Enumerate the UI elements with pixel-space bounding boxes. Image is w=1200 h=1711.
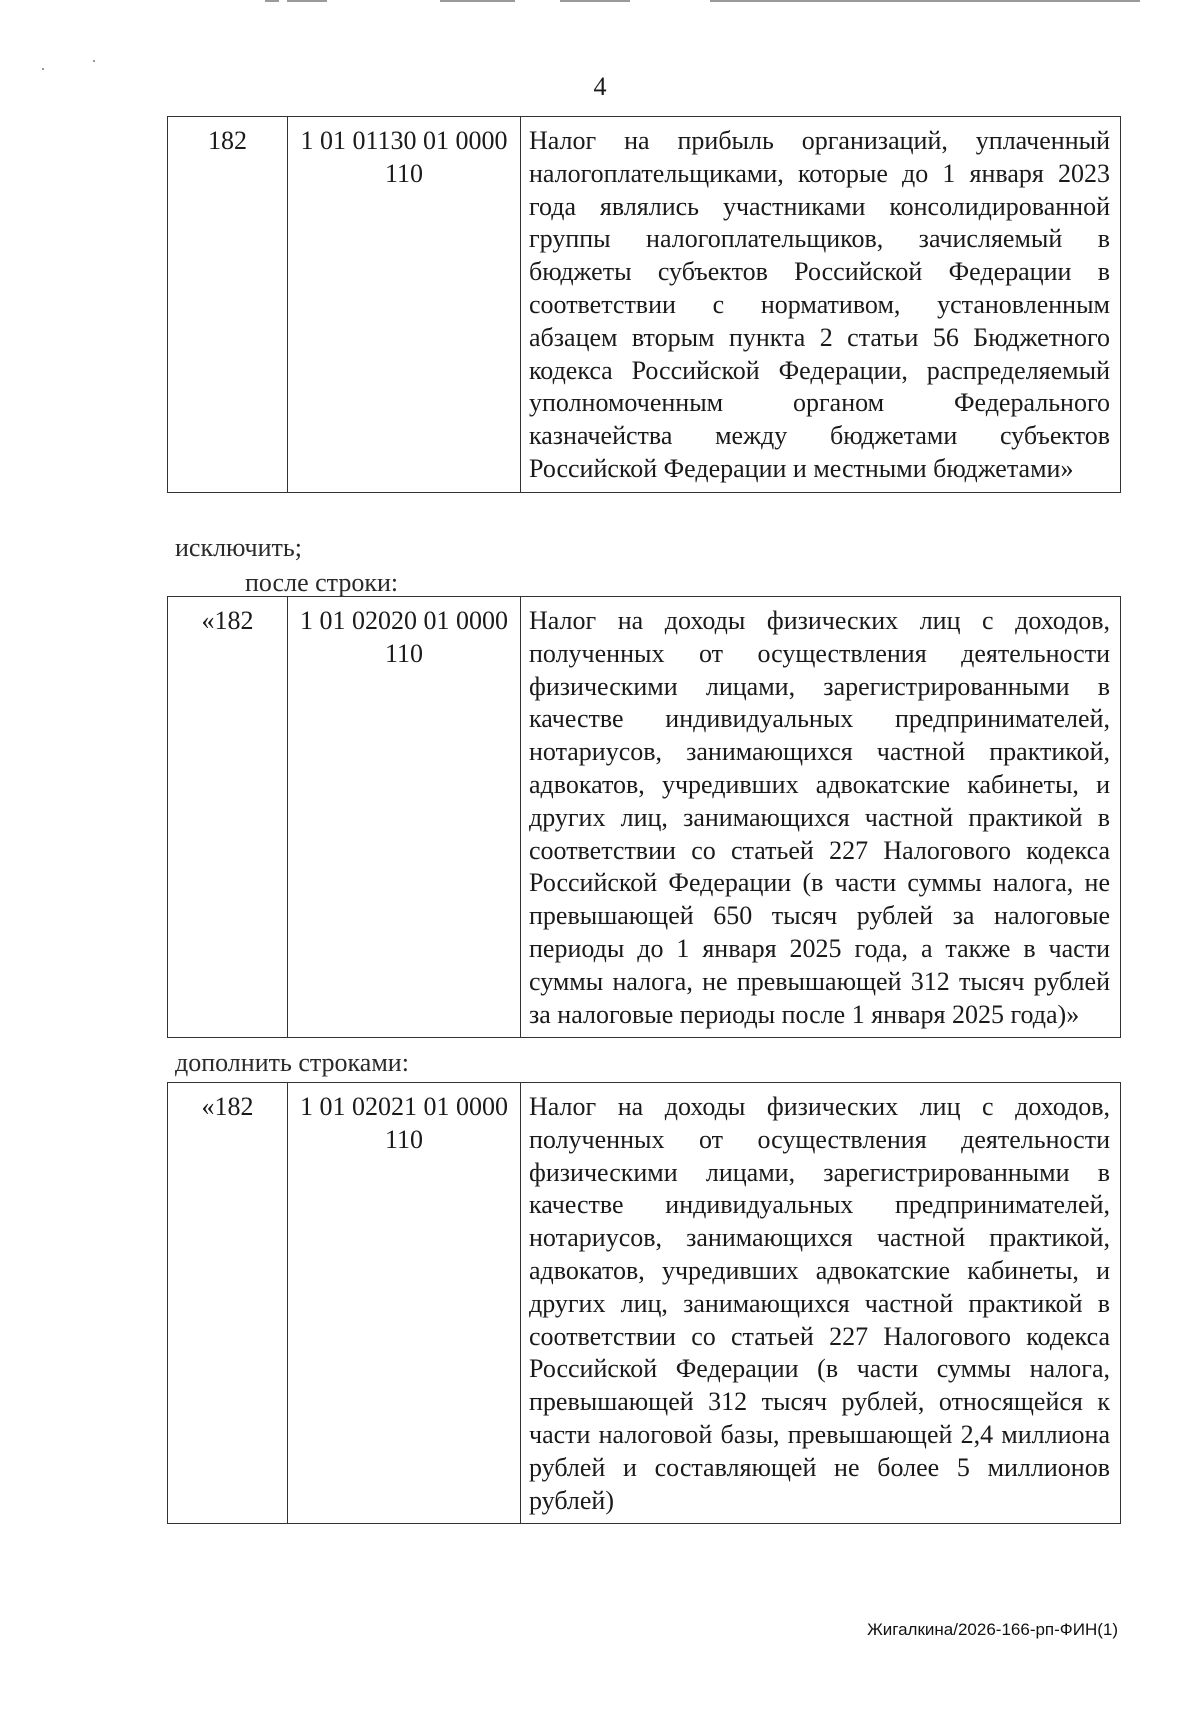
admin-code-cell: 182 bbox=[168, 117, 288, 493]
description-cell: Налог на доходы физических лиц с доходов, полученных от осуществления деятельности физическими лицами, зарегистрированными в качестве индивидуальных предпринимателей, нотариусов, занимающихся частной практикой, адвокатов, учредивших адвокатские кабинеты, и других лиц, занимающихся частной практикой в соответствии со статьей 227 Налогового кодекса Российской Федерации (в части суммы налога, превышающей 312 тысяч рублей, относящейся к части налоговой базы, превышающей 2,4 миллиона рублей и составляющей не более 5 миллионов рублей) bbox=[521, 1083, 1121, 1524]
instruction-add-rows: дополнить строками: bbox=[175, 1048, 409, 1077]
page-number: 4 bbox=[593, 72, 607, 101]
admin-code-cell: «182 bbox=[168, 597, 288, 1038]
table-added-row bbox=[167, 1082, 1121, 1524]
table-row bbox=[168, 1083, 1121, 1524]
scan-edge-marks bbox=[0, 0, 1200, 8]
table-excluded-row bbox=[167, 116, 1121, 493]
scan-speck bbox=[42, 68, 44, 70]
instruction-after-row: после строки: bbox=[245, 568, 399, 597]
table-row bbox=[168, 597, 1121, 1038]
description-cell: Налог на прибыль организаций, уплаченный налогоплательщиками, которые до 1 января 2023 года являлись участниками консолидированной группы налогоплательщиков, зачисляемый в бюджеты субъектов Российской Федерации в соответствии с нормативом, установленным абзацем вторым пункта 2 статьи 56 Бюджетного кодекса Российской Федерации, распределяемый уполномоченным органом Федерального казначейства между бюджетами субъектов Российской Федерации и местными бюджетами» bbox=[521, 117, 1121, 493]
kbk-code-cell: 1 01 01130 01 0000 110 bbox=[288, 117, 521, 493]
scan-speck bbox=[93, 60, 95, 62]
instruction-exclude: исключить; bbox=[175, 533, 302, 562]
admin-code-cell: «182 bbox=[168, 1083, 288, 1524]
description-cell: Налог на доходы физических лиц с доходов, полученных от осуществления деятельности физическими лицами, зарегистрированными в качестве индивидуальных предпринимателей, нотариусов, занимающихся частной практикой, адвокатов, учредивших адвокатские кабинеты, и других лиц, занимающихся частной практикой в соответствии со статьей 227 Налогового кодекса Российской Федерации (в части суммы налога, не превышающей 650 тысяч рублей за налоговые периоды до 1 января 2025 года, а также в части суммы налога, не превышающей 312 тысяч рублей за налоговые периоды после 1 января 2025 года)» bbox=[521, 597, 1121, 1038]
kbk-code-cell: 1 01 02021 01 0000 110 bbox=[288, 1083, 521, 1524]
table-row bbox=[168, 117, 1121, 493]
table-anchor-row bbox=[167, 596, 1121, 1038]
kbk-code-cell: 1 01 02020 01 0000 110 bbox=[288, 597, 521, 1038]
document-reference-footer: Жигалкина/2026-166-рп-ФИН(1) bbox=[867, 1620, 1118, 1639]
